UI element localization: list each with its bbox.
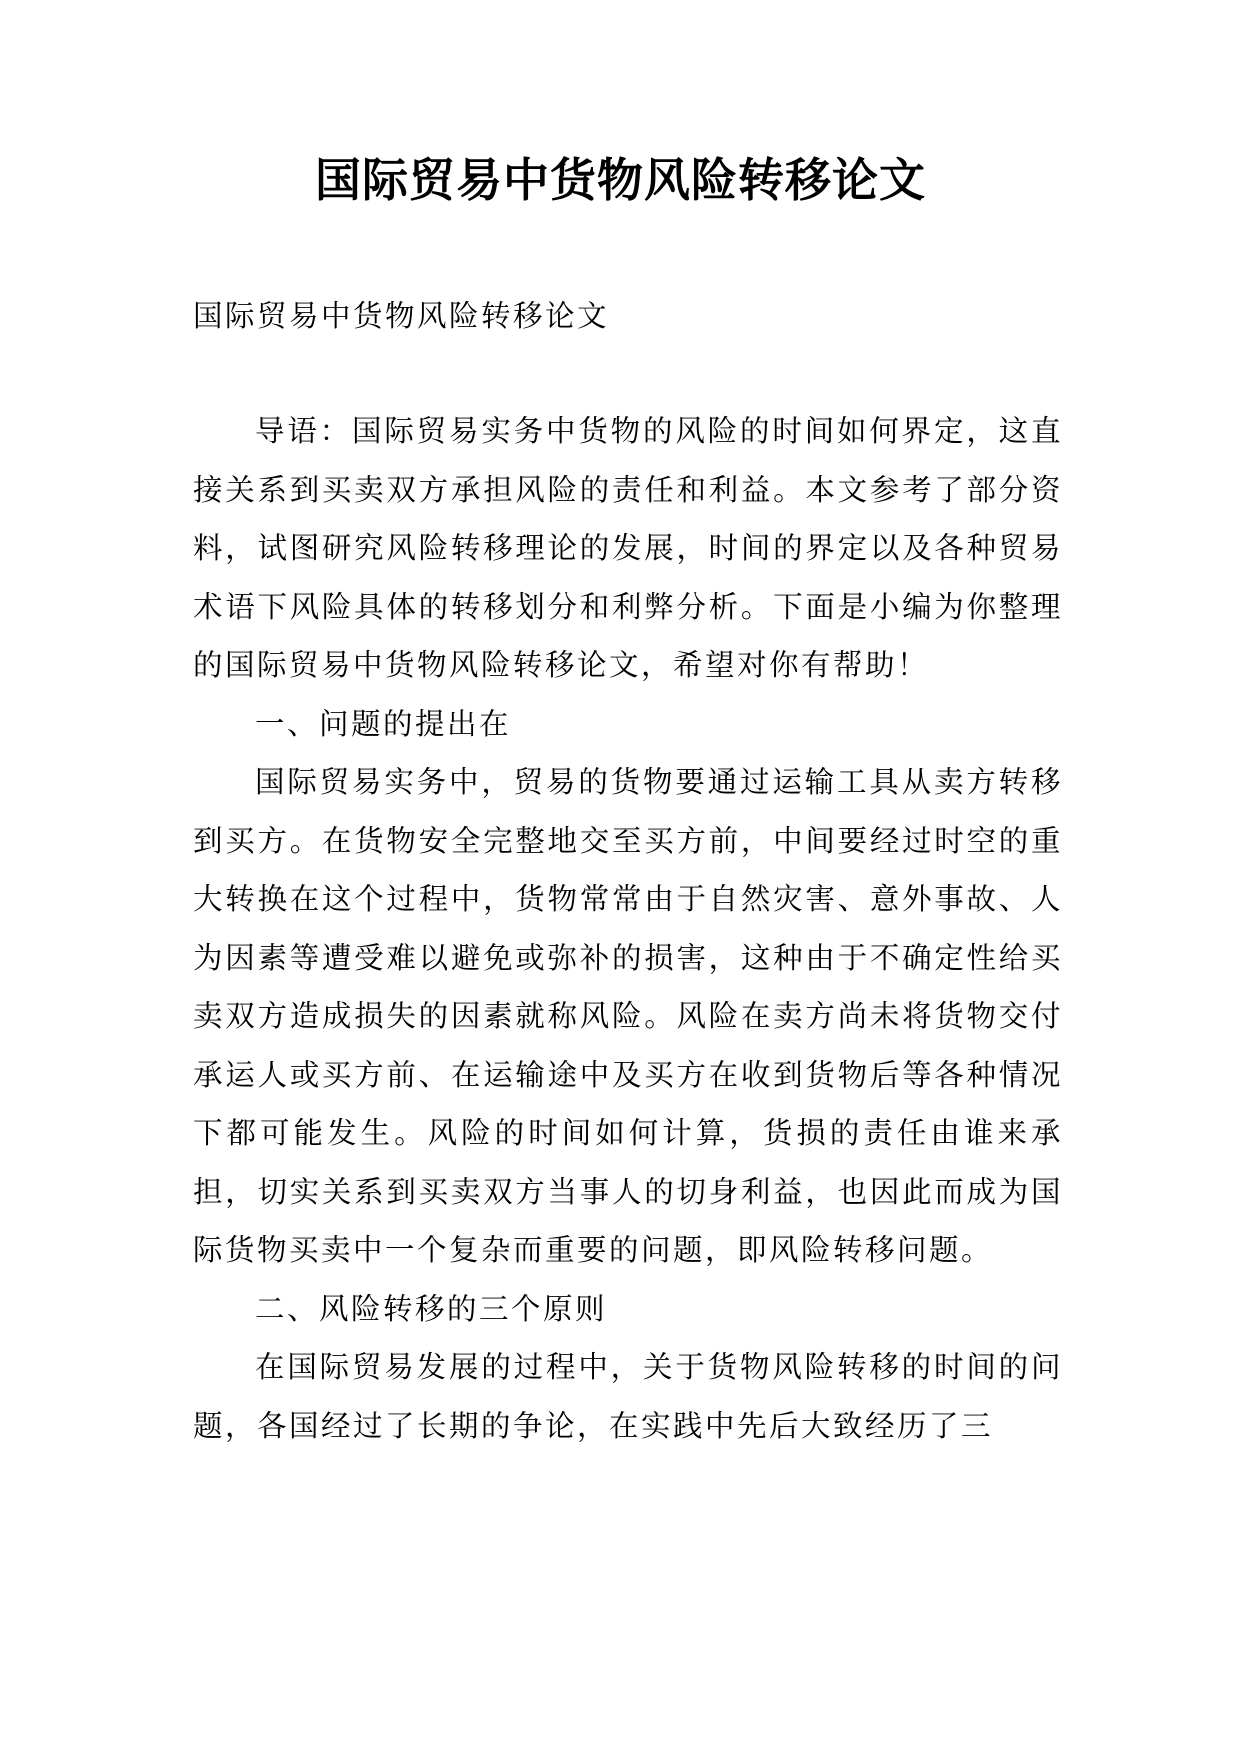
paragraph-problem: 国际贸易实务中，贸易的货物要通过运输工具从卖方转移到买方。在货物安全完整地交至买方前，中间要经过时空的重大转换在这个过程中，货物常常由于自然灾害、意外事故、人为因素等遭受难以避免或弥补的损害，这种由于不确定性给买卖双方造成损失的因素就称风险。风险在卖方尚未将货物交付承运人或买方前、在运输途中及买方在收到货物后等各种情况下都可能发生。风险的时间如何计算，货损的责任由谁来承担，切实关系到买卖双方当事人的切身利益，也因此而成为国际货物买卖中一个复杂而重要的问题，即风险转移问题。 xyxy=(193,765,1063,1267)
document-subtitle: 国际贸易中货物风险转移论文 xyxy=(193,299,610,333)
section-heading-1: 一、问题的提出在 xyxy=(255,706,512,741)
paragraph-principles: 在国际贸易发展的过程中，关于货物风险转移的时间的问题，各国经过了长期的争论，在实践中先后大致经历了三 xyxy=(193,1350,1063,1443)
paragraph-intro: 导语：国际贸易实务中货物的风险的时间如何界定，这直接关系到买卖双方承担风险的责任和利益。本文参考了部分资料，试图研究风险转移理论的发展，时间的界定以及各种贸易术语下风险具体的转移划分和利弊分析。下面是小编为你整理的国际贸易中货物风险转移论文，希望对你有帮助！ xyxy=(193,414,1063,682)
document-title: 国际贸易中货物风险转移论文 xyxy=(315,153,926,207)
document-body xyxy=(193,402,1063,1455)
section-heading-2: 二、风险转移的三个原则 xyxy=(255,1291,608,1326)
